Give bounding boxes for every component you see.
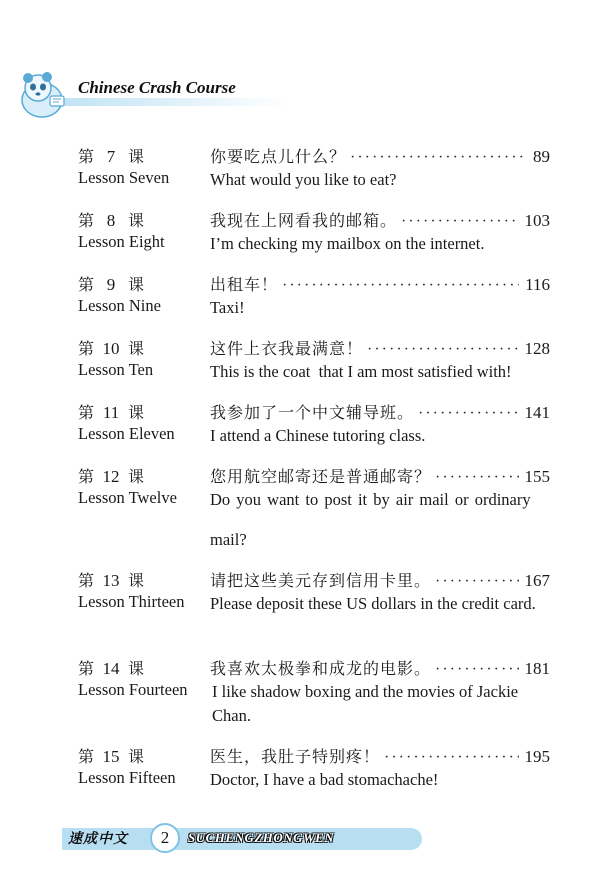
english-title: Please deposit these US dollars in the credit card. xyxy=(210,594,536,613)
chinese-title: 这件上衣我最满意！ xyxy=(210,339,364,358)
dot-leader xyxy=(435,469,518,487)
lesson-number: 第 12 课 xyxy=(78,467,145,486)
toc-link-lesson-10[interactable] xyxy=(210,336,550,359)
dot-leader xyxy=(350,149,527,167)
dot-leader xyxy=(384,749,518,767)
page-number: 195 xyxy=(524,747,550,766)
toc-link-lesson-14[interactable] xyxy=(210,656,550,679)
chinese-title: 医生，我肚子特别疼！ xyxy=(210,747,381,766)
toc-link-lesson-13[interactable] xyxy=(210,568,550,591)
chinese-title: 出租车！ xyxy=(210,275,279,294)
lesson-number: 第 14 课 xyxy=(78,659,145,678)
panda-mascot-icon xyxy=(14,66,70,122)
lesson-number: 第 8 课 xyxy=(78,211,145,230)
lesson-number: 第 13 课 xyxy=(78,571,145,590)
book-title: Chinese Crash Course xyxy=(78,78,236,97)
english-title: This is the coat that I am most satisfied with! xyxy=(210,362,512,381)
english-title: Taxi! xyxy=(210,298,245,317)
lesson-label: Lesson Twelve xyxy=(78,488,177,507)
chinese-title: 请把这些美元存到信用卡里。 xyxy=(210,571,432,590)
chinese-title: 我参加了一个中文辅导班。 xyxy=(210,403,415,422)
toc-link-lesson-8[interactable] xyxy=(210,208,550,231)
dot-leader xyxy=(282,277,519,295)
page-number: 167 xyxy=(524,571,550,590)
toc-link-lesson-11[interactable] xyxy=(210,400,550,423)
toc-link-lesson-9[interactable] xyxy=(210,272,550,295)
chinese-title: 我现在上网看我的邮箱。 xyxy=(210,211,398,230)
dot-leader xyxy=(435,661,518,679)
lesson-label: Lesson Seven xyxy=(78,168,170,187)
english-title: Do you want to post it by air mail or ordinary xyxy=(210,490,531,509)
toc-link-lesson-15[interactable] xyxy=(210,744,550,767)
footer-series-pinyin: SUCHENGZHONGWEN xyxy=(188,830,335,845)
lesson-label: Lesson Thirteen xyxy=(78,592,185,611)
toc-link-lesson-7[interactable] xyxy=(210,144,550,167)
english-title: I like shadow boxing and the movies of Jackie Chan. xyxy=(212,682,519,725)
dot-leader xyxy=(418,405,518,423)
dot-leader xyxy=(435,573,518,591)
english-title: Doctor, I have a bad stomachache! xyxy=(210,770,439,789)
english-title: What would you like to eat? xyxy=(210,170,397,189)
page-number: 141 xyxy=(524,403,550,422)
english-title: I’m checking my mailbox on the internet. xyxy=(210,234,485,253)
header-band xyxy=(60,98,290,106)
chinese-title: 您用航空邮寄还是普通邮寄？ xyxy=(210,467,432,486)
page-footer xyxy=(0,822,600,858)
page-number: 116 xyxy=(525,275,550,294)
footer-page-number: 2 xyxy=(150,823,180,853)
footer-series-title: 速成中文 xyxy=(68,831,128,847)
page-number: 155 xyxy=(524,467,550,486)
lesson-label: Lesson Fourteen xyxy=(78,680,188,699)
lesson-label: Lesson Nine xyxy=(78,296,161,315)
chinese-title: 我喜欢太极拳和成龙的电影。 xyxy=(210,659,432,678)
english-title: I attend a Chinese tutoring class. xyxy=(210,426,426,445)
chinese-title: 你要吃点儿什么？ xyxy=(210,147,347,166)
page-number: 89 xyxy=(533,147,550,166)
lesson-number: 第 7 课 xyxy=(78,147,145,166)
lesson-number: 第 9 课 xyxy=(78,275,145,294)
page-number: 103 xyxy=(524,211,550,230)
dot-leader xyxy=(367,341,518,359)
toc-link-lesson-12[interactable] xyxy=(210,464,550,487)
lesson-label: Lesson Fifteen xyxy=(78,768,176,787)
page-number: 181 xyxy=(524,659,550,678)
lesson-label: Lesson Ten xyxy=(78,360,154,379)
lesson-number: 第 15 课 xyxy=(78,747,145,766)
english-title-continued: mail? xyxy=(210,530,247,549)
lesson-label: Lesson Eight xyxy=(78,232,165,251)
page-header xyxy=(0,0,600,130)
dot-leader xyxy=(401,213,518,231)
lesson-number: 第 11 课 xyxy=(78,403,145,422)
page-number: 128 xyxy=(524,339,550,358)
lesson-label: Lesson Eleven xyxy=(78,424,175,443)
lesson-number: 第 10 课 xyxy=(78,339,145,358)
